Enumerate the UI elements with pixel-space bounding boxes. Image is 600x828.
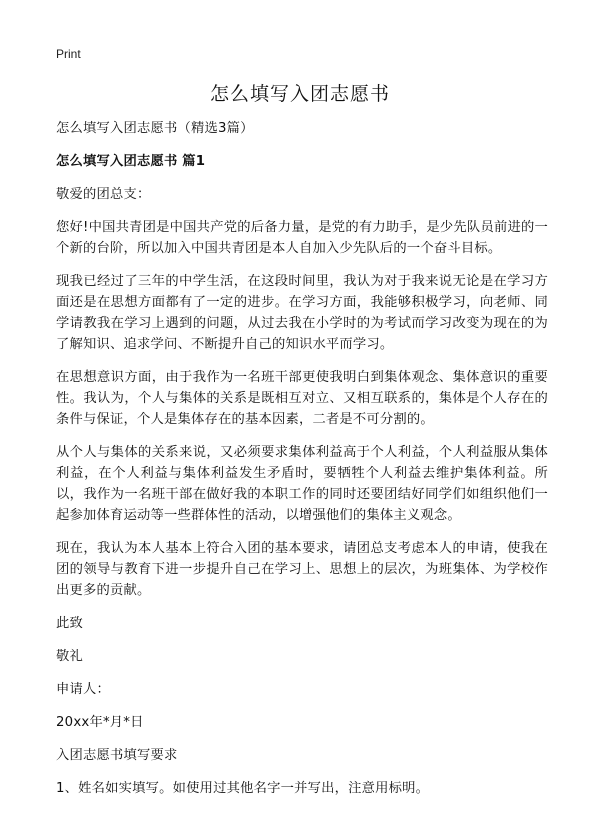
- applicant-line: 申请人：: [56, 682, 110, 697]
- document-body: [56, 118, 548, 811]
- salutation: 敬爱的团总支：: [56, 187, 151, 202]
- closing-line-2: 敬礼: [56, 649, 83, 664]
- requirements-heading: 入团志愿书填写要求: [56, 748, 178, 763]
- requirement-item-1: 1、姓名如实填写。如使用过其他名字一并写出，注意用标明。: [56, 781, 430, 796]
- section-heading: 怎么填写入团志愿书 篇1: [56, 154, 206, 169]
- document-subtitle: 怎么填写入团志愿书（精选3篇）: [56, 121, 254, 136]
- date-line: 20xx年*月*日: [56, 715, 144, 730]
- document-title: 怎么填写入团志愿书: [209, 83, 390, 105]
- body-paragraph-2: 现我已经过了三年的中学生活，在这段时间里，我认为对于我来说无论是在学习方面还是在思想方面都有了一定的进步。在学习方面，我能够积极学习，向老师、同学请教我在学习上遇到的问题，从过去我在小学时的为考试而学习改变为现在的为了解知识、追求学问、不断提升自己的知识水平而学习。: [56, 274, 548, 352]
- body-paragraph-4: 从个人与集体的关系来说，又必须要求集体利益高于个人利益，个人利益服从集体利益，在个人利益与集体利益发生矛盾时，要牺牲个人利益去维护集体利益。所以，我作为一名班干部在做好我的本职工作的同时还要团结好同学们如组织他们一起参加体育运动等一些群体性的活动，以增强他们的集体主义观念。: [56, 445, 548, 523]
- print-link[interactable]: Print: [56, 47, 81, 61]
- body-paragraph-3: 在思想意识方面，由于我作为一名班干部更使我明白到集体观念、集体意识的重要性。我认为，个人与集体的关系是既相互对立、又相互联系的，集体是个人存在的条件与保证，个人是集体存在的基本因素，二者是不可分割的。: [56, 370, 548, 427]
- body-paragraph-5: 现在，我认为本人基本上符合入团的基本要求，请团总支考虑本人的申请，使我在团的领导与教育下进一步提升自己在学习上、思想上的层次，为班集体、为学校作出更多的贡献。: [56, 541, 548, 598]
- closing-line-1: 此致: [56, 616, 83, 631]
- body-paragraph-1: 您好!中国共青团是中国共产党的后备力量，是党的有力助手，是少先队员前进的一个新的台阶，所以加入中国共青团是本人自加入少先队后的一个奋斗目标。: [56, 220, 548, 256]
